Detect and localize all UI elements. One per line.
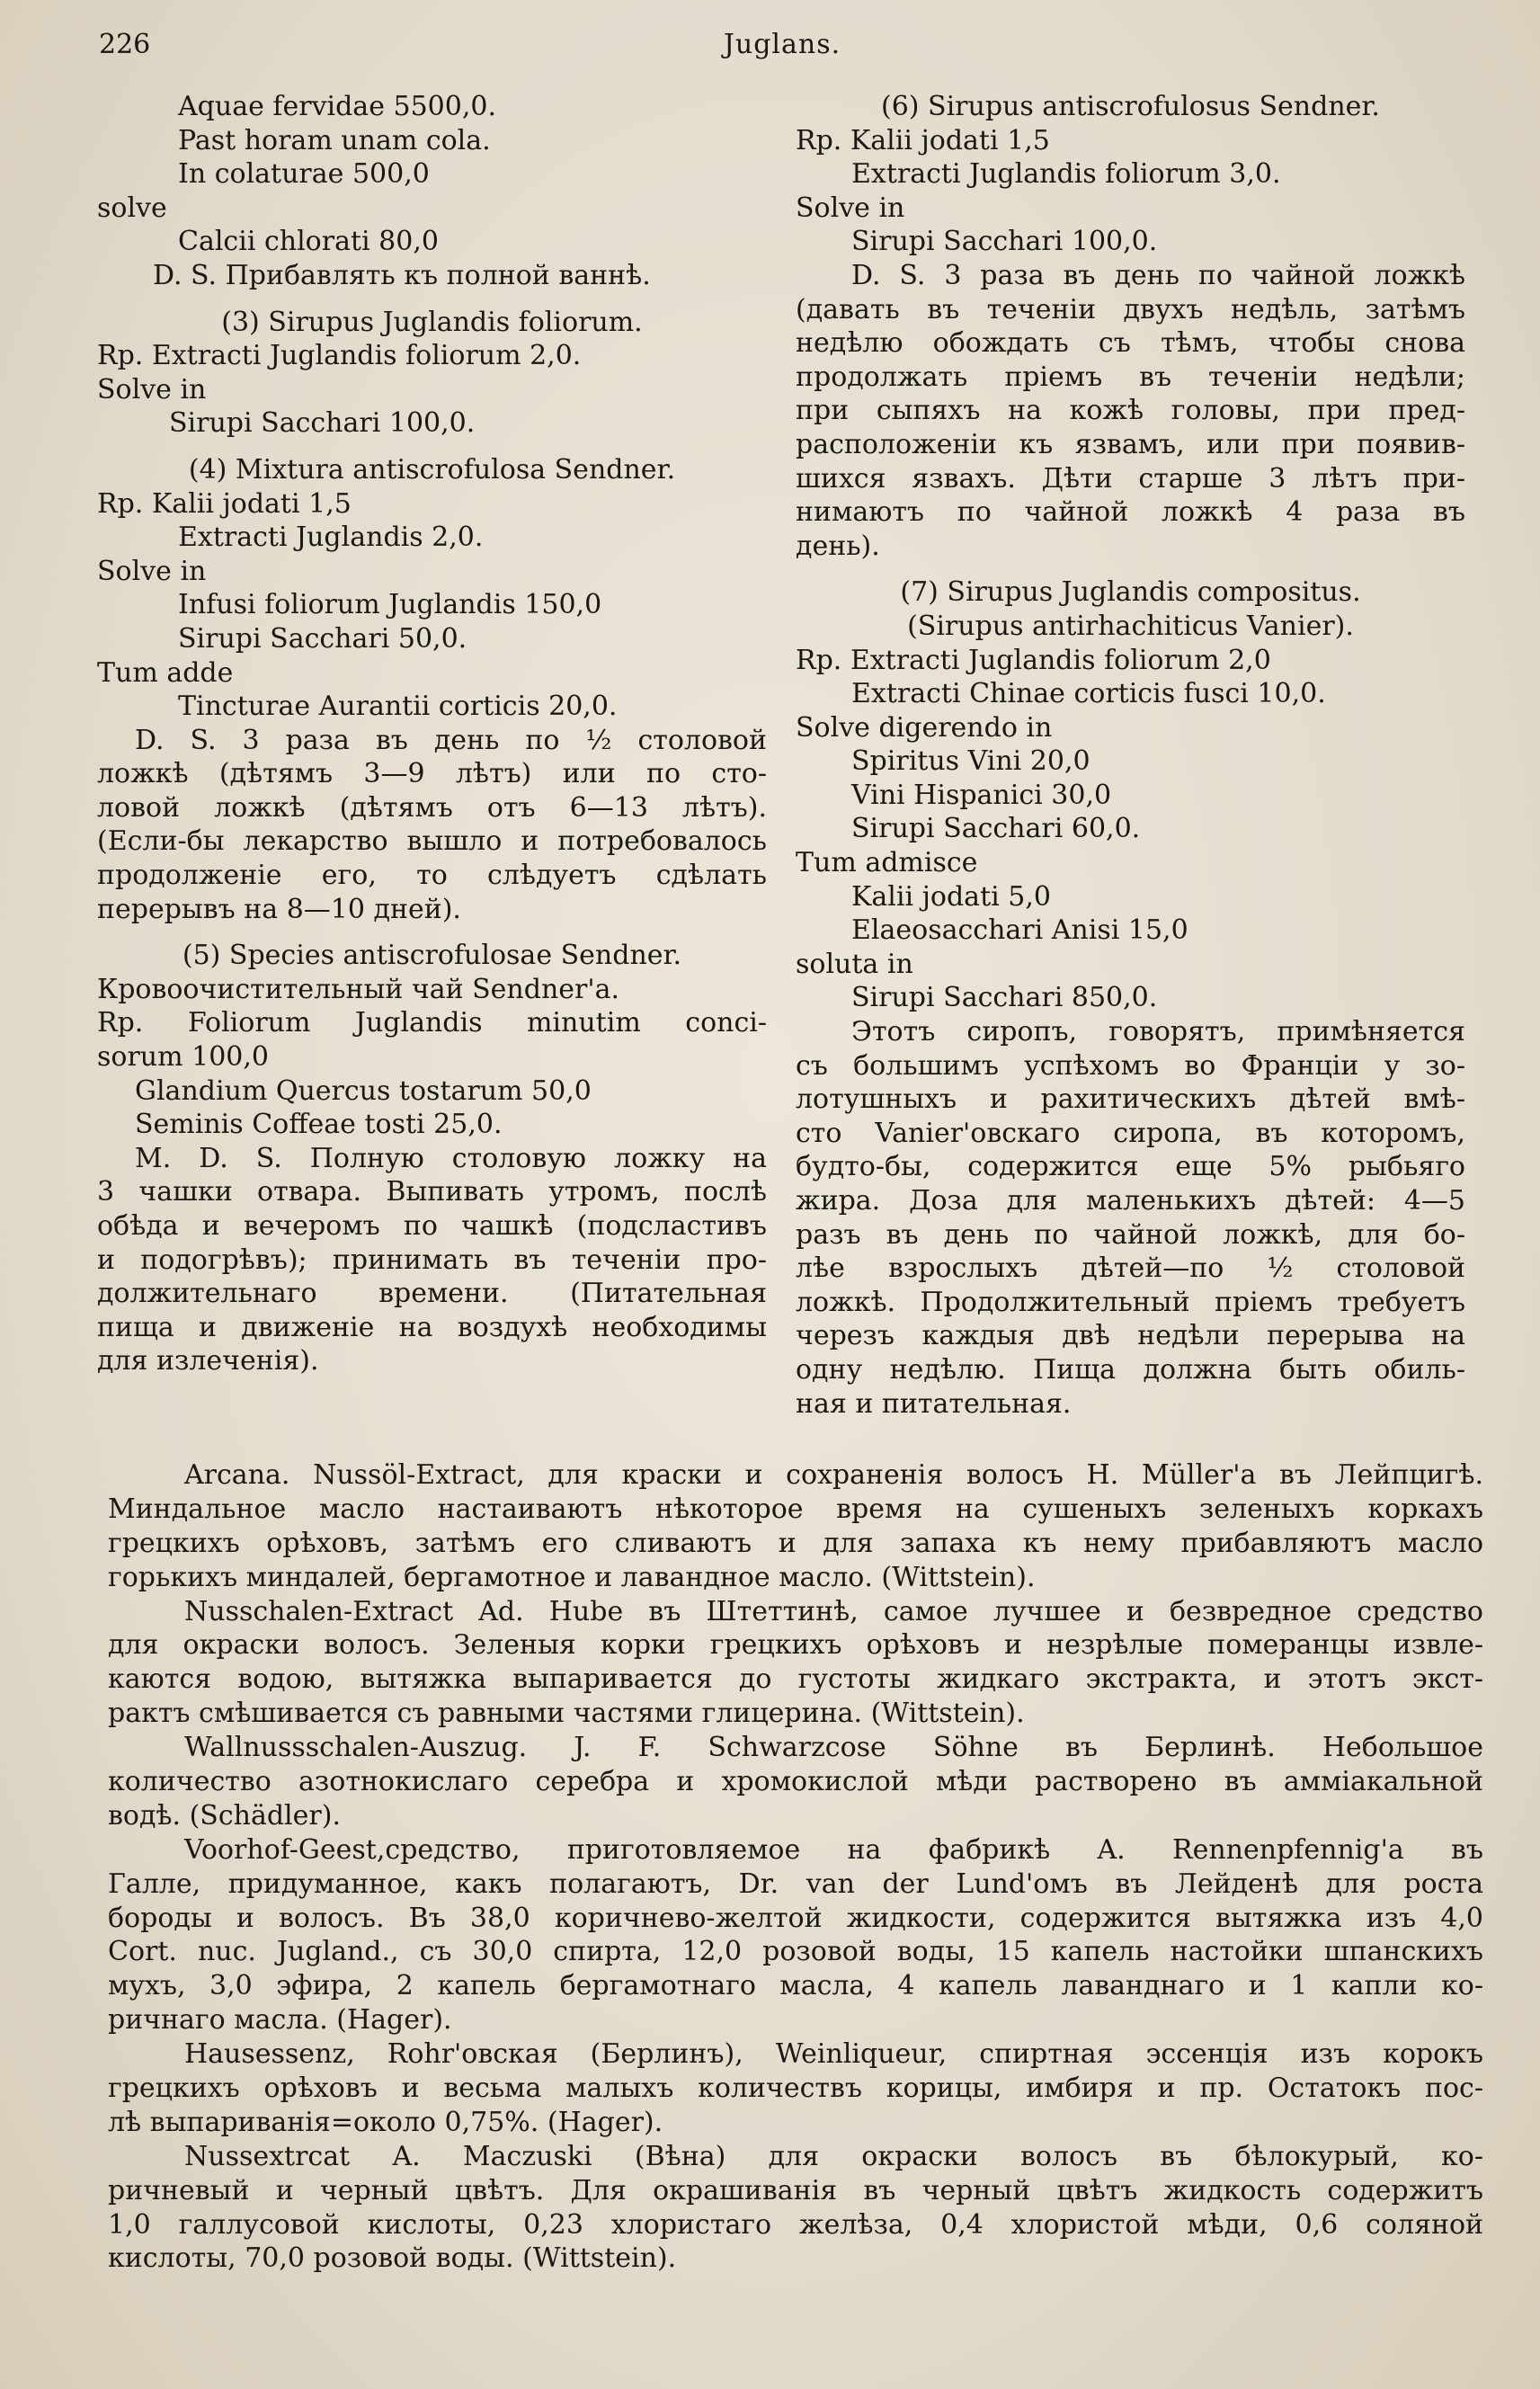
line-spacer xyxy=(97,293,767,306)
left-column-line: Rp. Extracti Juglandis foliorum 2,0. xyxy=(97,340,582,372)
bottom-section-line: мухъ, 3,0 эфира, 2 капель бергамотнаго масла, 4 капель лаванднаго и 1 капли ко- xyxy=(108,1970,1483,2002)
right-column-line: Sirupi Sacchari 850,0. xyxy=(851,982,1158,1014)
right-column-line: разъ въ день по чайной ложкѣ, для бо- xyxy=(796,1218,1465,1251)
right-column-line: недѣлю обождать съ тѣмъ, чтобы снова xyxy=(796,327,1465,360)
left-column-line: D. S. 3 раза въ день по ½ столовой xyxy=(135,724,767,756)
bottom-section xyxy=(108,1458,1483,2276)
right-column-line: ная и питательная. xyxy=(796,1387,1072,1420)
left-column-line: обѣда и вечеромъ по чашкѣ (подсластивъ xyxy=(97,1210,767,1242)
right-column-line: будто-бы, содержится еще 5% рыбьяго xyxy=(796,1151,1465,1183)
bottom-section-line: ричнаго масла. (Hager). xyxy=(108,2004,452,2037)
left-column-line: ложкѣ (дѣтямъ 3—9 лѣтъ) или по сто- xyxy=(97,758,767,790)
right-column-line: Sirupi Sacchari 100,0. xyxy=(851,226,1158,258)
left-column-line: продолженіе его, то слѣдуетъ сдѣлать xyxy=(97,860,767,892)
right-column-line: Rp. Extracti Juglandis foliorum 2,0 xyxy=(796,644,1271,676)
right-column-line: Solve in xyxy=(796,192,905,224)
right-column-line: (6) Sirupus antiscrofulosus Sendner. xyxy=(881,91,1380,122)
right-column-line: (давать въ теченіи двухъ недѣль, затѣмъ xyxy=(796,293,1465,325)
bottom-section-line: грецкихъ орѣховъ и весьма малыхъ количествъ корицы, имбиря и пр. Остатокъ пос- xyxy=(108,2073,1483,2105)
right-column-line: день). xyxy=(796,530,880,562)
bottom-section-line: Галле, придуманное, какъ полагаютъ, Dr. van der Lund'омъ въ Лейденѣ для роста xyxy=(108,1868,1483,1900)
bottom-section-line: Arcana. Nussöl-Extract, для краски и сохраненія волосъ H. Müller'a въ Лейпцигѣ. xyxy=(184,1459,1483,1491)
left-column-line: Infusi foliorum Juglandis 150,0 xyxy=(178,589,602,621)
left-column-line: пища и движеніе на воздухѣ необходимы xyxy=(97,1311,767,1343)
bottom-section-line: Hausessenz, Rohr'овская (Берлинъ), Weinliqueur, спиртная эссенція изъ корокъ xyxy=(184,2038,1483,2071)
left-column-line: Rp. Kalii jodati 1,5 xyxy=(97,487,352,520)
bottom-section-line: кислоты, 70,0 розовой воды. (Wittstein). xyxy=(108,2242,677,2275)
left-column-line: D. S. Прибавлять къ полной ваннѣ. xyxy=(153,259,651,291)
bottom-section-line: ричневый и черный цвѣтъ. Для окрашиванія въ черный цвѣтъ жидкость содержитъ xyxy=(108,2174,1483,2206)
left-column-line: Кровоочистительный чай Sendner'a. xyxy=(97,973,620,1005)
right-column-line: Tum admisce xyxy=(796,847,978,879)
left-column-line: M. D. S. Полную столовую ложку на xyxy=(135,1142,767,1174)
right-column-line: нимаютъ по чайной ложкѣ 4 раза въ xyxy=(796,496,1465,529)
right-column-line: ложкѣ. Продолжительный пріемъ требуетъ xyxy=(796,1286,1465,1318)
right-column-line: D. S. 3 раза въ день по чайной ложкѣ xyxy=(851,259,1465,291)
left-column-line: (5) Species antiscrofulosae Sendner. xyxy=(182,940,682,972)
bottom-section-line: рактъ смѣшивается съ равными частями глицерина. (Wittstein). xyxy=(108,1698,1025,1730)
right-column xyxy=(796,90,1465,1421)
left-column-line: (3) Sirupus Juglandis foliorum. xyxy=(221,306,643,338)
right-column-line: лотушныхъ и рахитическихъ дѣтей вмѣ- xyxy=(796,1083,1465,1116)
right-column-line: Elaeosacchari Anisi 15,0 xyxy=(851,914,1188,947)
bottom-section-line: 1,0 галлусовой кислоты, 0,23 хлористаго желѣза, 0,4 хлористой мѣди, 0,6 соляной xyxy=(108,2208,1483,2241)
running-title: Juglans. xyxy=(723,29,841,60)
left-column-line: Extracti Juglandis 2,0. xyxy=(178,521,484,554)
left-column-line: Solve in xyxy=(97,373,207,406)
right-column-line: Sirupi Sacchari 60,0. xyxy=(851,813,1141,845)
right-column-line: soluta in xyxy=(796,948,913,980)
left-column-line: для излеченія). xyxy=(97,1345,319,1377)
bottom-section-line: Wallnussschalen-Auszug. J. F. Schwarzcose Söhne въ Берлинѣ. Небольшое xyxy=(184,1732,1483,1764)
right-column-line: (Sirupus antirhachiticus Vanier). xyxy=(907,610,1354,642)
bottom-section-line: Миндальное масло настаиваютъ нѣкоторое время на сушеныхъ зеленыхъ коркахъ xyxy=(108,1493,1483,1525)
bottom-section-line: для окраски волосъ. Зеленыя корки грецкихъ орѣховъ и незрѣлые померанцы извле- xyxy=(108,1629,1483,1662)
bottom-section-line: каются водою, вытяжка выпаривается до густоты жидкаго экстракта, и этотъ экст- xyxy=(108,1663,1483,1696)
left-column-line: Solve in xyxy=(97,555,207,587)
bottom-section-line: грецкихъ орѣховъ, затѣмъ его сливаютъ и для запаха къ нему прибавляютъ масло xyxy=(108,1527,1483,1559)
page-number: 226 xyxy=(99,29,151,60)
bottom-section-line: горькихъ миндалей, бергамотное и лавандное масло. (Wittstein). xyxy=(108,1561,1036,1593)
line-spacer xyxy=(97,926,767,939)
left-column-line: Glandium Quercus tostarum 50,0 xyxy=(135,1074,592,1107)
right-column-line: Solve digerendo in xyxy=(796,711,1053,744)
bottom-section-line: Nusschalen-Extract Ad. Hube въ Штеттинѣ, самое лучшее и безвредное средство xyxy=(184,1595,1483,1627)
left-column-line: Rp. Foliorum Juglandis minutim conci- xyxy=(97,1007,767,1039)
left-column-line: (Если-бы лекарство вышло и потребовалось xyxy=(97,825,767,858)
left-column-line: In colaturae 500,0 xyxy=(178,158,430,191)
page-header xyxy=(99,20,1465,74)
right-column-line: черезъ каждыя двѣ недѣли перерыва на xyxy=(796,1320,1465,1352)
bottom-section-line: водѣ. (Schädler). xyxy=(108,1799,341,1832)
left-column-line: Seminis Coffeae tosti 25,0. xyxy=(135,1109,503,1141)
right-column-line: Spiritus Vini 20,0 xyxy=(851,745,1090,778)
bottom-section-line: лѣ выпариванія=около 0,75%. (Hager). xyxy=(108,2106,663,2138)
left-column-line: Past horam unam cola. xyxy=(178,124,491,156)
right-column-line: сто Vanier'овскаго сиропа, въ которомъ, xyxy=(796,1117,1465,1149)
left-column-line: должительнаго времени. (Питательная xyxy=(97,1278,767,1310)
left-column-line: 3 чашки отвара. Выпивать утромъ, послѣ xyxy=(97,1176,767,1208)
right-column-line: шихся язвахъ. Дѣти старше 3 лѣтъ при- xyxy=(796,462,1465,495)
left-column-line: Sirupi Sacchari 50,0. xyxy=(178,622,467,655)
left-column-line: Aquae fervidae 5500,0. xyxy=(178,91,496,122)
right-column-line: Extracti Juglandis foliorum 3,0. xyxy=(851,158,1281,191)
right-column-line: Extracti Chinae corticis fusci 10,0. xyxy=(851,678,1326,710)
bottom-section-line: Voorhof-Geest,средство, приготовляемое на фабрикѣ A. Rennenpfennig'a въ xyxy=(184,1833,1483,1866)
right-column-line: лѣе взрослыхъ дѣтей—по ½ столовой xyxy=(796,1252,1465,1285)
line-spacer xyxy=(97,441,767,453)
right-column-line: Kalii jodati 5,0 xyxy=(851,880,1051,913)
left-column-line: ловой ложкѣ (дѣтямъ отъ 6—13 лѣтъ). xyxy=(97,791,767,824)
right-column-line: одну недѣлю. Пища должна быть обиль- xyxy=(796,1353,1465,1386)
left-column-line: перерывъ на 8—10 дней). xyxy=(97,893,461,925)
bottom-section-line: Cort. nuc. Jugland., съ 30,0 спирта, 12,0 розовой воды, 15 капель настойки шпанскихъ xyxy=(108,1936,1483,1968)
right-column-line: (7) Sirupus Juglandis compositus. xyxy=(900,576,1361,609)
line-spacer xyxy=(796,563,1465,575)
right-column-line: Rp. Kalii jodati 1,5 xyxy=(796,124,1050,156)
left-column-line: Calcii chlorati 80,0 xyxy=(178,226,439,258)
bottom-section-line: количество азотнокислаго серебра и хромокислой мѣди растворено въ амміакальной xyxy=(108,1766,1483,1798)
right-column-line: Vini Hispanici 30,0 xyxy=(851,779,1112,811)
bottom-section-line: Nussextrcat A. Maczuski (Вѣна) для окраски волосъ въ бѣлокурый, ко- xyxy=(184,2140,1483,2172)
right-column-line: при сыпяхъ на кожѣ головы, при пред- xyxy=(796,395,1465,427)
left-column-line: (4) Mixtura antiscrofulosa Sendner. xyxy=(188,453,676,486)
right-column-line: продолжать пріемъ въ теченіи недѣли; xyxy=(796,361,1465,393)
left-column-line: Tincturae Aurantii corticis 20,0. xyxy=(178,691,618,723)
bottom-section-line: бороды и волосъ. Въ 38,0 коричнево-желтой жидкости, содержится вытяжка изъ 4,0 xyxy=(108,1902,1483,1934)
right-column-line: съ большимъ успѣхомъ во Франціи у зо- xyxy=(796,1049,1465,1082)
left-column-line: solve xyxy=(97,192,167,224)
left-column xyxy=(97,90,767,1378)
left-column-line: и подогрѣвъ); принимать въ теченіи про- xyxy=(97,1244,767,1276)
left-column-line: sorum 100,0 xyxy=(97,1041,269,1074)
left-column-line: Sirupi Sacchari 100,0. xyxy=(169,407,476,440)
right-column-line: жира. Доза для маленькихъ дѣтей: 4—5 xyxy=(796,1185,1465,1217)
right-column-line: расположеніи къ язвамъ, или при появив- xyxy=(796,428,1465,460)
left-column-line: Tum adde xyxy=(97,656,234,689)
right-column-line: Этотъ сиропъ, говорятъ, примѣняется xyxy=(851,1016,1465,1048)
